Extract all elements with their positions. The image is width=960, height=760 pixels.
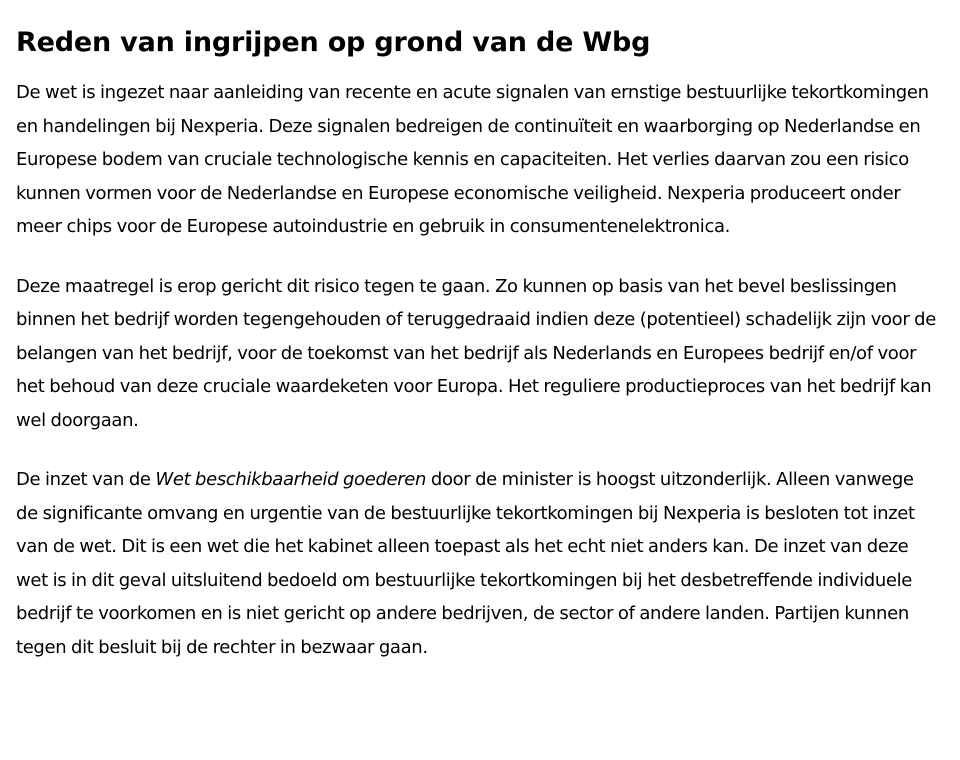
law-explanation-text: door de minister is hoogst uitzonderlijk. Alleen vanwege de significante omvang en urgentie van de bestuurlijke tekortkomingen bij Nexperia is besloten tot inzet van de wet. Dit is een wet die het kabinet alleen toepast als het echt niet anders kan. De inzet van deze wet is in dit geval uitsluitend bedoeld om bestuurlijke tekortkomingen bij het desbetreffende individuele bedrijf te voorkomen en is niet gericht op andere bedrijven, de sector of andere landen. Partijen kunnen tegen dit besluit bij de rechter in bezwaar gaan. [16,469,915,658]
law-name: Wet beschikbaarheid goederen [155,469,427,490]
paragraph-law-usage [16,463,938,664]
article-heading: Reden van ingrijpen op grond van de Wbg [16,27,651,58]
paragraph-intervention-context: De wet is ingezet naar aanleiding van recente en acute signalen van ernstige bestuurlijke tekortkomingen en handelingen bij Nexperia. Deze signalen bedreigen de continuïteit en waarborging op Nederlandse en Europese bodem van cruciale technologische kennis en capaciteiten. Het verlies daarvan zou een risico kunnen vormen voor de Nederlandse en Europese economische veiligheid. Nexperia produceert onder meer chips voor de Europese autoindustrie en gebruik in consumentenelektronica. [16,82,929,237]
law-intro-text: De inzet van de [16,469,156,490]
paragraph-measure-purpose: Deze maatregel is erop gericht dit risico tegen te gaan. Zo kunnen op basis van het bevel beslissingen binnen het bedrijf worden tegengehouden of teruggedraaid indien deze (potentieel) schadelijk zijn voor de belangen van het bedrijf, voor de toekomst van het bedrijf als Nederlands en Europees bedrijf en/of voor het behoud van deze cruciale waardeketen voor Europa. Het reguliere productieproces van het bedrijf kan wel doorgaan. [16,275,936,431]
